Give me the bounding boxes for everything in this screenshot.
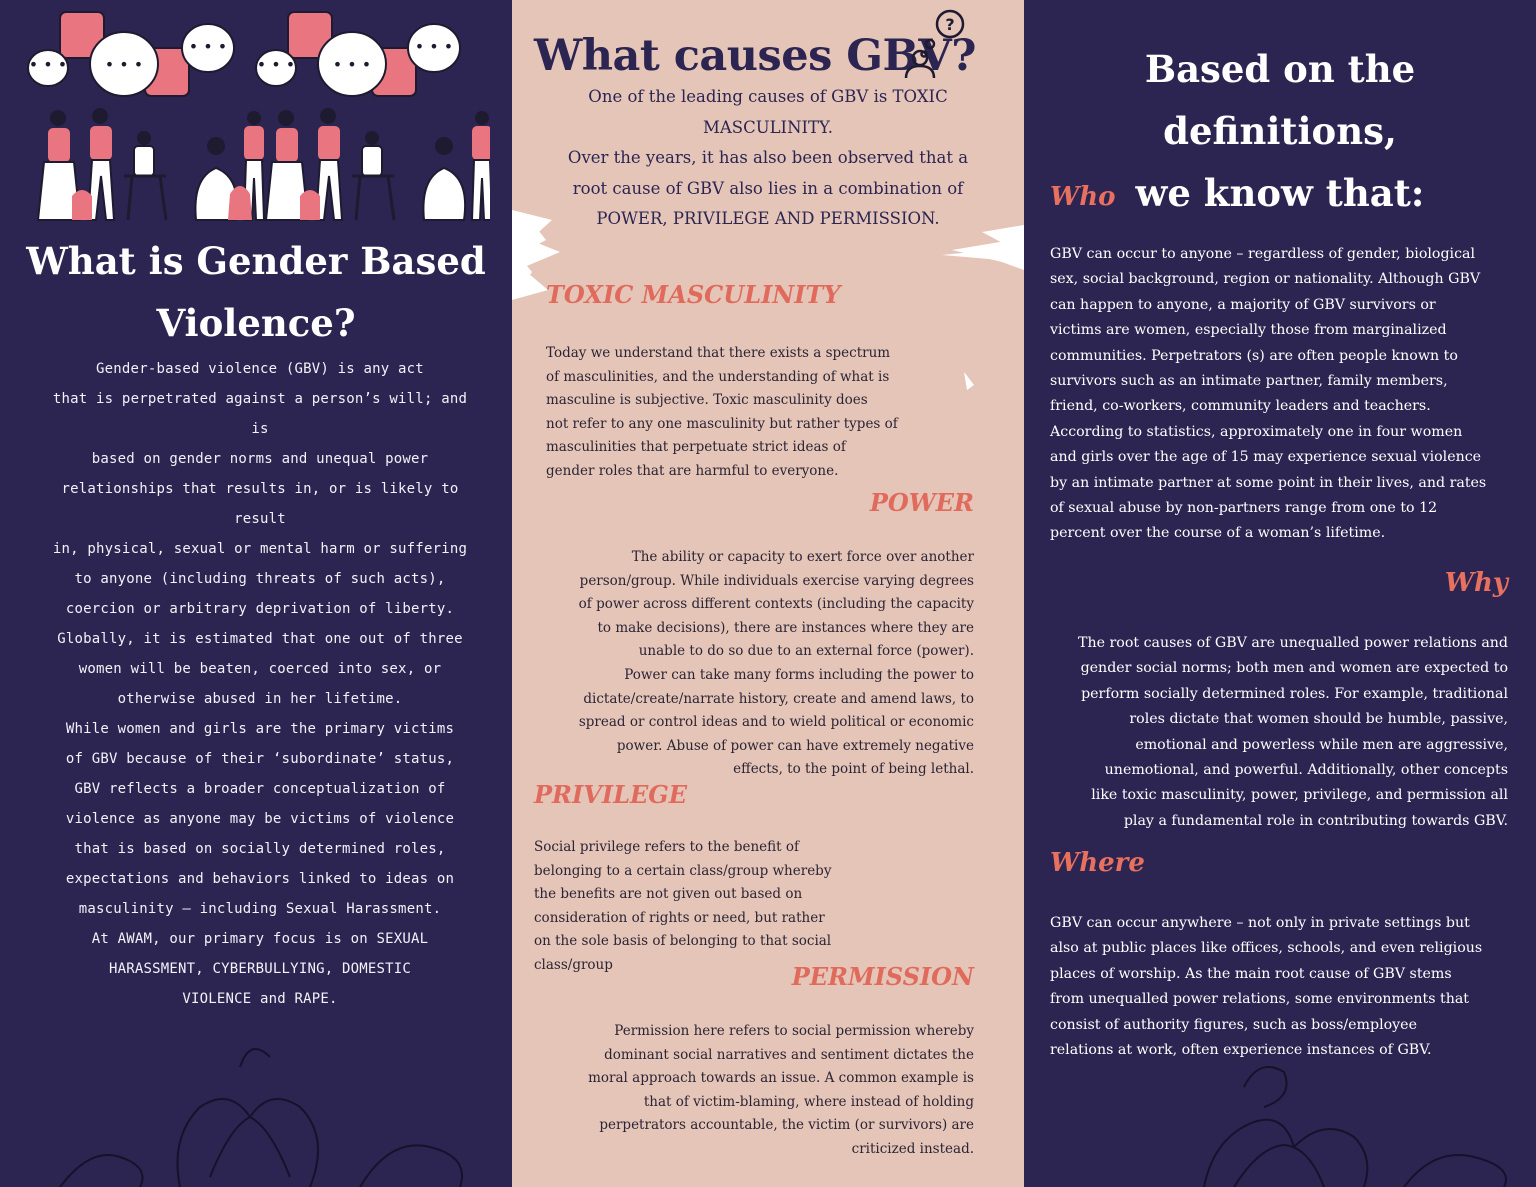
left-panel bbox=[0, 0, 512, 1187]
svg-text:• • •: • • • bbox=[104, 55, 144, 74]
power-heading: POWER bbox=[869, 488, 974, 517]
who-heading: Who bbox=[1050, 182, 1116, 212]
svg-text:• • •: • • • bbox=[256, 55, 296, 74]
svg-text:?: ? bbox=[945, 15, 955, 34]
toxic-masculinity-heading: TOXIC MASCULINITY bbox=[546, 280, 841, 309]
flower-decoration-icon bbox=[1024, 1027, 1536, 1187]
middle-panel bbox=[512, 0, 1024, 1187]
thinking-person-icon bbox=[898, 8, 968, 80]
privilege-text: Social privilege refers to the benefit of belonging to a certain class/group whereby the benefits are not given out based on consideration of rights or need, but rather on the sole basis of belonging to that social class/group bbox=[534, 839, 832, 973]
why-text: The root causes of GBV are unequalled power relations and gender social norms; both men and women are expected to perform socially determined roles. For example, traditional roles dictate that women should be humble, passive, emotional and powerless while men are aggressive, unemotional, and powerful. Additionally, other concepts like toxic masculinity, power, privilege, and permission all play a fundamental role in contributing towards GBV. bbox=[1078, 635, 1508, 829]
svg-text:• • •: • • • bbox=[414, 37, 454, 56]
where-heading: Where bbox=[1050, 848, 1145, 878]
privilege-heading: PRIVILEGE bbox=[534, 780, 688, 809]
svg-text:• • •: • • • bbox=[188, 37, 228, 56]
svg-text:• • •: • • • bbox=[332, 55, 372, 74]
flower-decoration-icon bbox=[0, 1027, 512, 1187]
gbv-causes-intro: One of the leading causes of GBV is TOXIC MASCULINITY. Over the years, it has also been observed that a root cause of GBV also lies in a combination of POWER, PRIVILEGE AND PERMISSION. bbox=[567, 87, 969, 228]
who-text: GBV can occur to anyone – regardless of gender, biological sex, social background, region or nationality. Although GBV can happen to anyone, a majority of GBV survivors or victims are women, especially those from marginalized communities. Perpetrators (s) are often people known to survivors such as an intimate partner, family members, friend, co-workers, community leaders and teachers. According to statistics, approximately one in four women and girls over the age of 15 may experience sexual violence by an intimate partner at some point in their lives, and rates of sexual abuse by non-partners range from one to 12 percent over the course of a woman’s lifetime. bbox=[1050, 246, 1487, 542]
permission-heading: PERMISSION bbox=[791, 962, 974, 991]
mid-title: What causes GBV? bbox=[534, 31, 976, 81]
left-title: What is Gender Based Violence? bbox=[26, 239, 486, 345]
gbv-victims-paragraph: While women and girls are the primary victims of GBV because of their ‘subordinate’ status, GBV reflects a broader conceptualization of violence as anyone may be victims of violence that is based on socially determined roles, expectations and behaviors linked to ideas on masculinity – including Sexual Harassment. At AWAM, our primary focus is on SEXUAL HARASSMENT, CYBERBULLYING, DOMESTIC VIOLENCE and RAPE. bbox=[65, 721, 455, 1007]
toxic-masculinity-text: Today we understand that there exists a spectrum of masculinities, and the understanding of what is masculine is subjective. Toxic masculinity does not refer to any one masculinity but rather types of masculinities that perpetuate strict ideas of gender roles that are harmful to everyone. bbox=[546, 345, 898, 479]
svg-text:• • •: • • • bbox=[28, 55, 68, 74]
people-conversation-illustration bbox=[20, 8, 490, 230]
right-title: Based on the definitions, we know that: bbox=[1135, 47, 1425, 215]
power-text: The ability or capacity to exert force over another person/group. While individuals exercise varying degrees of power across different contexts (including the capacity to make decisions), there are instances where they are unable to do so due to an external force (power). Power can take many forms including the power to dictate/create/narrate history, create and amend laws, to spread or control ideas and to wield political or economic power. Abuse of power can have extremely negative effects, to the point of being lethal. bbox=[578, 549, 974, 778]
permission-text: Permission here refers to social permission whereby dominant social narratives and sentiment dictates the moral approach towards an issue. A common example is that of victim-blaming, where instead of holding perpetrators accountable, the victim (or survivors) are criticized instead. bbox=[588, 1023, 974, 1157]
why-heading: Why bbox=[1444, 568, 1508, 598]
where-text: GBV can occur anywhere – not only in private settings but also at public places like offices, schools, and even religious places of worship. As the main root cause of GBV stems from unequalled power relations, some environments that consist of authority figures, such as boss/employee relations at work, often experience instances of GBV. bbox=[1050, 915, 1483, 1059]
gbv-definition-paragraph: Gender-based violence (GBV) is any act that is perpetrated against a person’s will; and is based on gender norms and unequal power relationships that results in, or is likely to result in, physical, sexual or mental harm or suffering to anyone (including threats of such acts), coercion or arbitrary deprivation of liberty. Globally, it is estimated that one out of three women will be beaten, coerced into sex, or otherwise abused in her lifetime. bbox=[52, 361, 468, 707]
right-panel bbox=[1024, 0, 1536, 1187]
